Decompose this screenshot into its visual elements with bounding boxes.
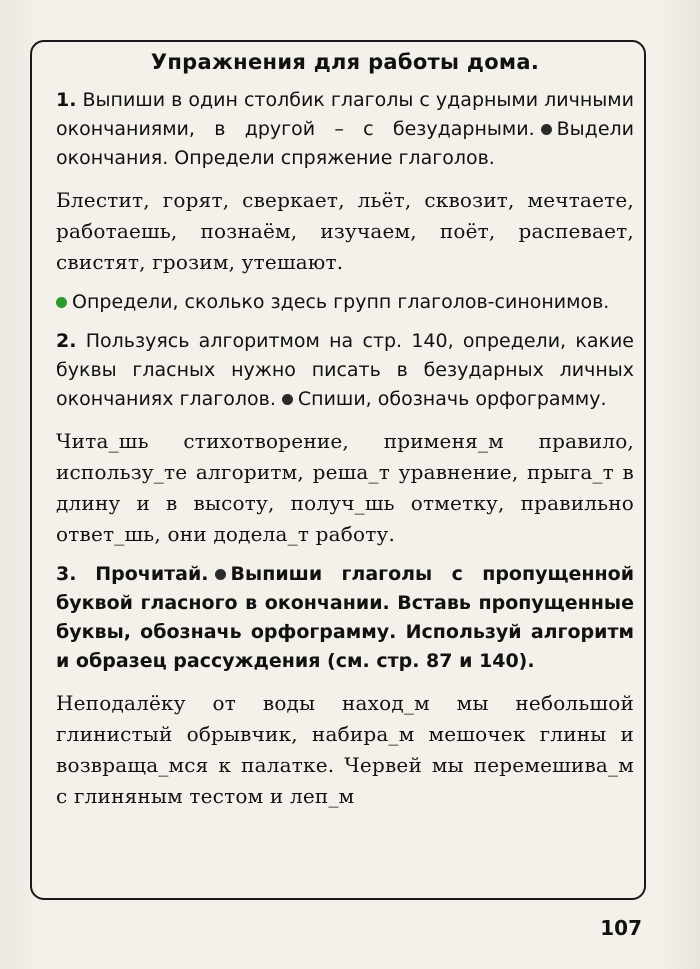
exercise-3-text: Неподалёку от воды наход_м мы небольшой глинистый обрывчик, набира_м мешочек глины и возвраща_мся к палатке. Червей мы перемешива_м с глиняным тестом и леп_м	[56, 691, 634, 808]
exercise-2-instruction	[56, 327, 634, 414]
exercise-1-extra-task	[56, 288, 634, 317]
exercise-1-words: Блестит, горят, сверкает, льёт, сквозит, мечтаете, работаешь, познаём, изучаем, поёт, распевает, свистят, грозим, утешают.	[56, 188, 634, 274]
exercise-1-instruction-a: Выпиши в один столбик глаголы с ударными личными окончаниями, в другой – с безударными.	[56, 89, 634, 140]
exercise-3-instruction-a: Прочитай.	[95, 563, 209, 585]
exercise-1-extra-text: Определи, сколько здесь групп глаголов-синонимов.	[72, 291, 610, 313]
exercise-2-instruction-b: Спиши, обозначь орфограмму.	[297, 388, 607, 410]
exercise-2-instruction-a: Пользуясь алгоритмом на стр. 140, определи, какие буквы гласных нужно писать в безударных личных окончаниях глаголов.	[56, 330, 634, 410]
bullet-icon	[541, 124, 552, 135]
exercise-box	[30, 40, 646, 900]
exercise-2-number: 2.	[56, 330, 77, 352]
exercise-3-instruction	[56, 560, 634, 676]
green-bullet-icon	[56, 297, 67, 308]
page-number: 107	[600, 916, 642, 940]
exercise-1-instruction-b: Выдели окончания. Определи спряжение глаголов.	[56, 118, 634, 169]
section-title: Упражнения для работы дома.	[150, 50, 540, 74]
exercise-2-text: Чита_шь стихотворение, применя_м правило, использу_те алгоритм, реша_т уравнение, прыга_т в длину и в высоту, получ_шь отметку, правильно ответ_шь, они додела_т работу.	[56, 429, 634, 546]
exercise-content	[32, 42, 644, 812]
bullet-icon	[282, 394, 293, 405]
exercise-1-number: 1.	[56, 89, 77, 111]
exercise-3-number: 3.	[56, 563, 77, 585]
exercise-1-instruction	[56, 86, 634, 173]
bullet-icon	[215, 569, 226, 580]
exercise-3-instruction-b: Выпиши глаголы с пропущенной буквой гласного в окончании. Вставь пропущенные буквы, обозначь орфограмму. Используй алгоритм и образец рассуждения (см. стр. 87 и 140).	[56, 563, 635, 672]
